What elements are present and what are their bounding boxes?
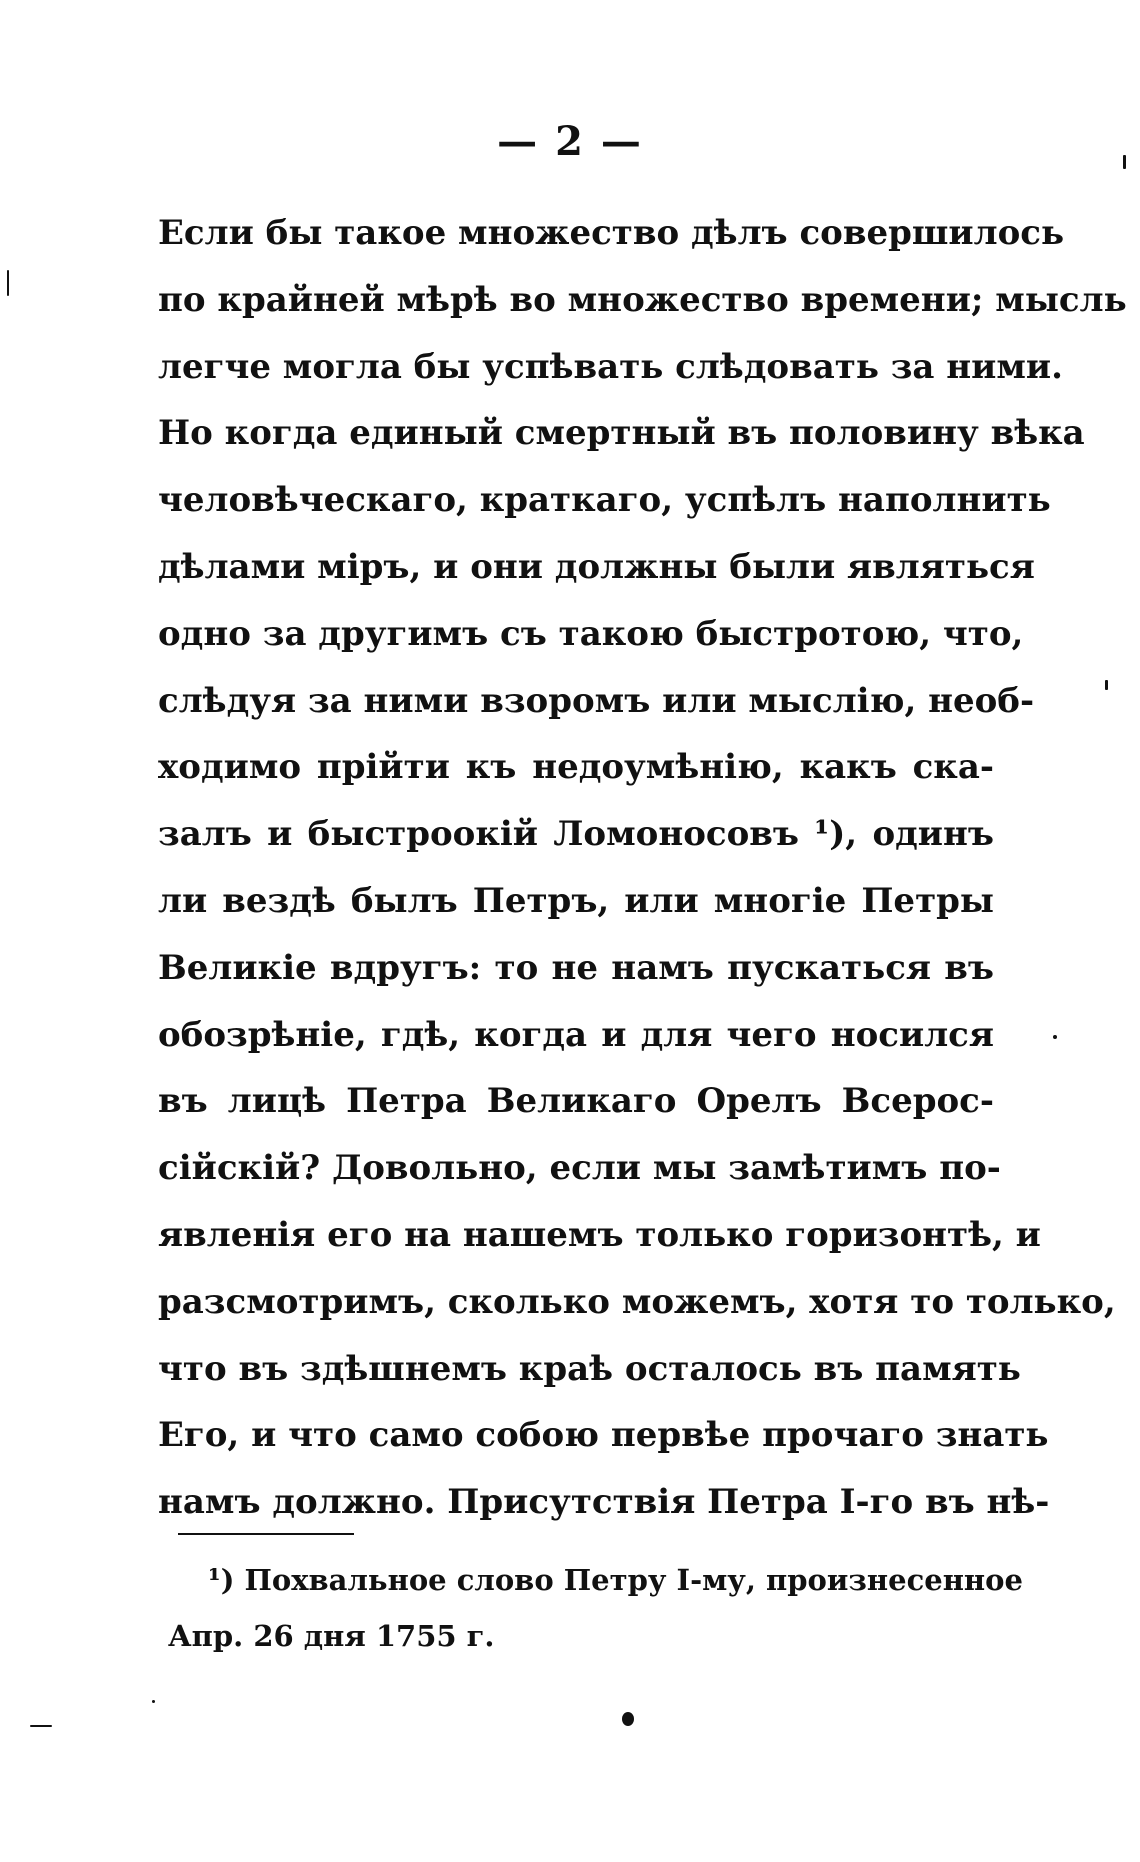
text-line: легче могла бы успѣвать слѣдовать за ними. <box>158 346 1063 387</box>
footnote-line: Апр. 26 дня 1755 г. <box>168 1619 495 1653</box>
text-line: Если бы такое множество дѣлъ совершилось <box>158 213 1065 253</box>
footnote <box>168 1552 1023 1664</box>
text-line: человѣческаго, краткаго, успѣлъ наполнить <box>158 480 1051 521</box>
text-line: сійскій? Довольно, если мы замѣтимъ по- <box>158 1148 1001 1189</box>
text-line: слѣдуя за ними взоромъ или мыслію, необ- <box>158 680 1035 721</box>
text-line: въ лицѣ Петра Великаго Орелъ Всерос- <box>158 1081 994 1122</box>
text-line: что въ здѣшнемъ краѣ осталось въ память <box>158 1348 1021 1389</box>
text-line: явленія его на нашемъ только горизонтѣ, и <box>158 1214 1041 1255</box>
page-number: — 2 — <box>497 118 643 165</box>
text-line: дѣлами міръ, и они должны были являться <box>158 546 1035 587</box>
footnote-divider <box>178 1533 354 1535</box>
text-line: залъ и быстроокій Ломоносовъ ¹), одинъ <box>158 814 994 855</box>
text-line: ходимо прійти къ недоумѣнію, какъ ска- <box>158 747 994 788</box>
scan-speck <box>7 270 9 296</box>
body-text <box>158 200 1127 1536</box>
scan-speck <box>1123 155 1126 169</box>
scan-speck <box>1053 1035 1057 1039</box>
text-line: Но когда единый смертный въ половину вѣка <box>158 413 1085 454</box>
text-line: разсмотримъ, сколько можемъ, хотя то только, <box>158 1281 1116 1322</box>
scan-speck <box>1105 680 1108 690</box>
scan-speck <box>30 1725 52 1727</box>
text-line: Его, и что само собою первѣе прочаго знать <box>158 1415 1049 1456</box>
text-line: намъ должно. Присутствія Петра I-го въ нѣ- <box>158 1482 1050 1523</box>
text-line: одно за другимъ съ такою быстротою, что, <box>158 613 1024 654</box>
scan-speck <box>152 1700 155 1703</box>
text-line: по крайней мѣрѣ во множество времени; мысль <box>158 279 1127 320</box>
text-line: обозрѣніе, гдѣ, когда и для чего носился <box>158 1014 994 1055</box>
scan-speck <box>622 1712 634 1726</box>
text-line: Великіе вдругъ: то не намъ пускаться въ <box>158 947 994 988</box>
text-line: ли вездѣ былъ Петръ, или многіе Петры <box>158 880 994 921</box>
footnote-line: ¹) Похвальное слово Петру I-му, произнесенное <box>208 1563 1023 1597</box>
